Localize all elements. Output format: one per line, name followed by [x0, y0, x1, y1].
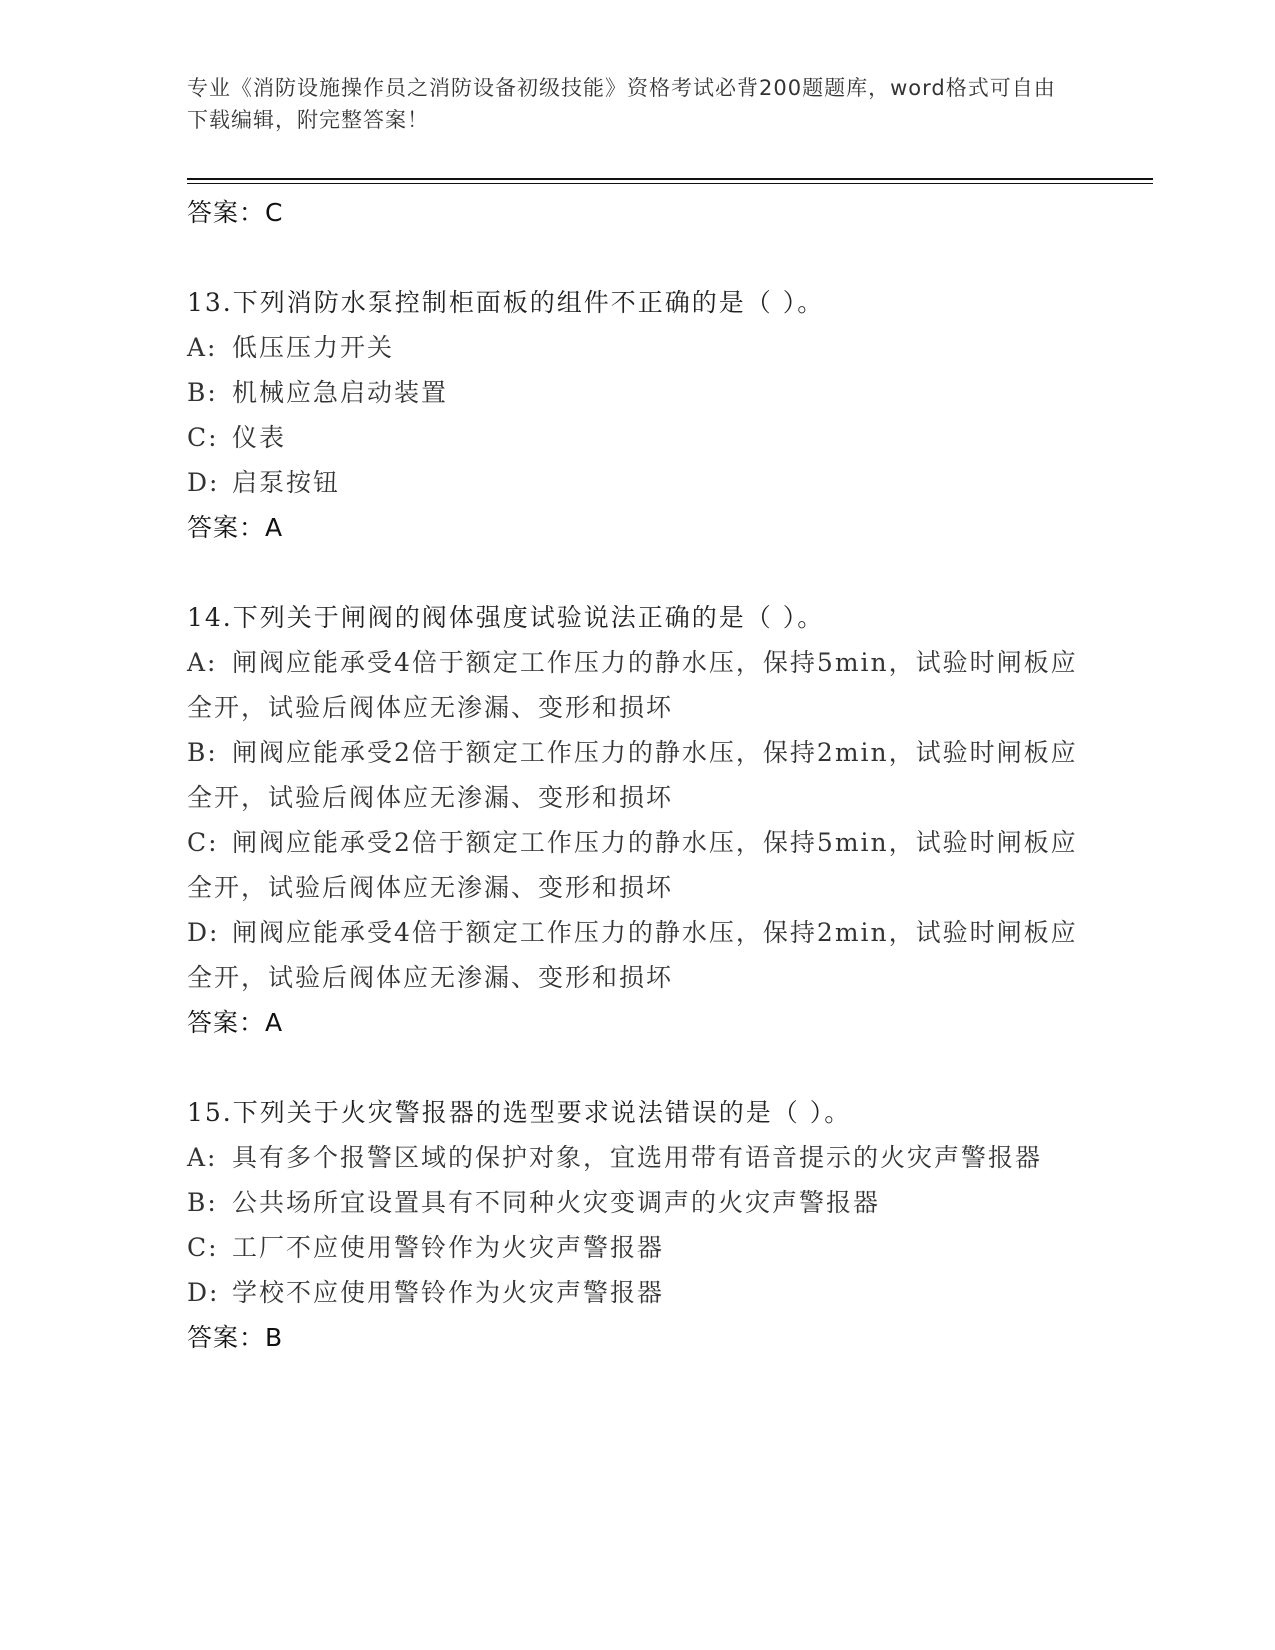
question-stem: 15.下列关于火灾警报器的选型要求说法错误的是（ ）。	[187, 1098, 852, 1127]
option-b	[187, 730, 1087, 820]
option-b	[187, 370, 1087, 415]
option-d	[187, 910, 1087, 1000]
question-13	[187, 280, 1087, 550]
question-15	[187, 1090, 1087, 1360]
option-label: D:	[187, 1278, 220, 1307]
option-label: B:	[187, 738, 218, 767]
option-a	[187, 640, 1087, 730]
option-text: 低压压力开关	[232, 333, 395, 362]
option-text: 仪表	[232, 423, 287, 452]
option-text: 具有多个报警区域的保护对象，宜选用带有语音提示的火灾声警报器	[232, 1143, 1043, 1172]
option-label: D:	[187, 468, 220, 497]
option-a	[187, 325, 1087, 370]
option-text: 闸阀应能承受2倍于额定工作压力的静水压，保持2min，试验时闸板应全开，试验后阀体应无渗漏、变形和损坏	[187, 738, 1078, 812]
option-a	[187, 1135, 1087, 1180]
option-label: A:	[187, 333, 218, 362]
option-text: 闸阀应能承受4倍于额定工作压力的静水压，保持5min，试验时闸板应全开，试验后阀体应无渗漏、变形和损坏	[187, 648, 1078, 722]
option-d	[187, 460, 1087, 505]
option-label: C:	[187, 423, 219, 452]
option-label: D:	[187, 918, 220, 947]
option-b	[187, 1180, 1087, 1225]
answer: 答案：A	[187, 513, 284, 542]
question-14	[187, 595, 1087, 1045]
option-label: C:	[187, 828, 219, 857]
option-d	[187, 1270, 1087, 1315]
option-text: 闸阀应能承受2倍于额定工作压力的静水压，保持5min，试验时闸板应全开，试验后阀体应无渗漏、变形和损坏	[187, 828, 1078, 902]
previous-answer: 答案：C	[187, 198, 284, 227]
header-rule-thick	[187, 178, 1153, 180]
option-c	[187, 415, 1087, 460]
question-stem: 14.下列关于闸阀的阀体强度试验说法正确的是（ ）。	[187, 603, 825, 632]
option-label: B:	[187, 1188, 218, 1217]
option-label: A:	[187, 1143, 218, 1172]
option-text: 机械应急启动装置	[232, 378, 449, 407]
header-rule-thin	[187, 183, 1153, 184]
option-label: B:	[187, 378, 218, 407]
option-text: 闸阀应能承受4倍于额定工作压力的静水压，保持2min，试验时闸板应全开，试验后阀体应无渗漏、变形和损坏	[187, 918, 1078, 992]
option-c	[187, 820, 1087, 910]
option-text: 学校不应使用警铃作为火灾声警报器	[232, 1278, 665, 1307]
option-text: 工厂不应使用警铃作为火灾声警报器	[232, 1233, 665, 1262]
question-stem: 13.下列消防水泵控制柜面板的组件不正确的是（ ）。	[187, 288, 825, 317]
option-text: 公共场所宜设置具有不同种火灾变调声的火灾声警报器	[232, 1188, 881, 1217]
content-area	[187, 190, 1087, 1360]
option-label: A:	[187, 648, 218, 677]
option-c	[187, 1225, 1087, 1270]
document-header: 专业《消防设施操作员之消防设备初级技能》资格考试必背200题题库，word格式可自由下载编辑，附完整答案！	[187, 76, 1056, 132]
option-label: C:	[187, 1233, 219, 1262]
option-text: 启泵按钮	[232, 468, 341, 497]
answer: 答案：B	[187, 1323, 284, 1352]
answer: 答案：A	[187, 1008, 284, 1037]
